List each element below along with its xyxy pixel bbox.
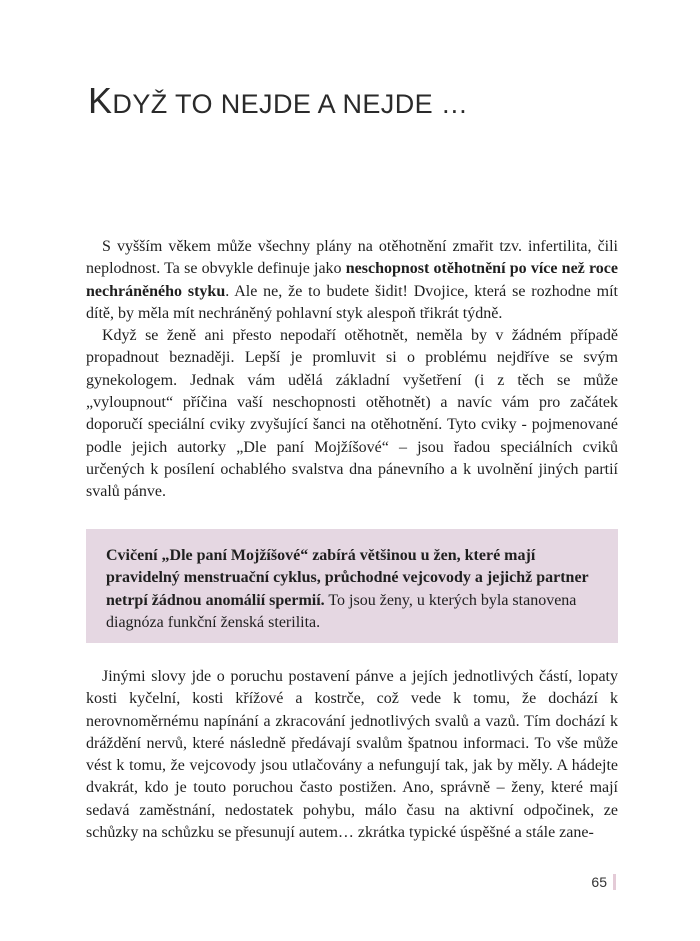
chapter-title-initial: K	[88, 80, 113, 121]
page-marker-bar	[613, 874, 616, 890]
highlight-text	[106, 545, 598, 634]
body-text-section-1	[86, 236, 618, 504]
paragraph-gynecologist-advice: Když se ženě ani přesto nepodaří otěhotnět, neměla by v žádném případě propadnout beznaději. Lepší je promluvit si o problému nejdříve se svým gynekologem. Jednak vám udělá základní vyšetření (i z těch se může „vyloupnout“ příčina vaší neschopnosti otěhotnět) a navíc vám pro začátek doporučí speciální cviky zvyšující šanci na otěhotnění. Tyto cviky - pojmenované podle jejich autorky „Dle paní Mojžíšové“ – jsou řadou speciálních cviků určených k posílení ochablého svalstva dna pánevního a k uvolnění jiných partií svalů pánve.	[86, 327, 618, 501]
highlight-box	[86, 529, 618, 643]
page-footer	[591, 874, 616, 890]
highlight-bold-text: Cvičení „Dle paní Mojžíšové“ zabírá většinou u žen, které mají pravidelný menstruační cyklus, průchodné vejcovody a jejichž partner netrpí žádnou anomálií spermií.	[106, 547, 589, 609]
paragraph-text: S vyšším věkem může všechny plány na otěhotnění zmařit tzv. infertilita, čili neplodnost. Ta se obvykle definuje jako	[86, 238, 618, 278]
page-number: 65	[591, 874, 607, 890]
paragraph-text: . Ale ne, že to budete šidit! Dvojice, která se rozhodne mít dítě, by měla mít nechráněný pohlavní styk alespoň třikrát týdně.	[86, 282, 618, 322]
emphasis-definition: neschopnost otěhotnění po více než roce nechráněného styku	[86, 260, 619, 300]
chapter-title	[88, 80, 468, 122]
chapter-title-rest: DYŽ TO NEJDE A NEJDE …	[112, 89, 469, 119]
paragraph-pelvis-disorder: Jinými slovy jde o poruchu postavení pánve a jejích jednotlivých částí, lopaty kosti kyčelní, kosti křížové a kostrče, což vede k tomu, že dochází k nerovnoměrnému napínání a zkracování jednotlivých svalů a vazů. Tím dochází k dráždění nervů, které následně předávají svalům špatnou informaci. To vše může vést k tomu, že vejcovody jsou utlačovány a nefungují tak, jak by měly. A hádejte dvakrát, kdo je touto poruchou často postižen. Ano, správně – ženy, které mají sedavá zaměstnání, nedostatek pohybu, málo času na aktivní odpočinek, ze schůzky na schůzku se přesunují autem… zkrátka typické úspěšné a stále zane-	[86, 668, 618, 842]
body-text-section-2	[86, 666, 618, 844]
highlight-normal-text: To jsou ženy, u kterých byla stanovena diagnóza funkční ženská sterilita.	[106, 591, 577, 631]
paragraph-infertility-definition	[86, 236, 618, 325]
